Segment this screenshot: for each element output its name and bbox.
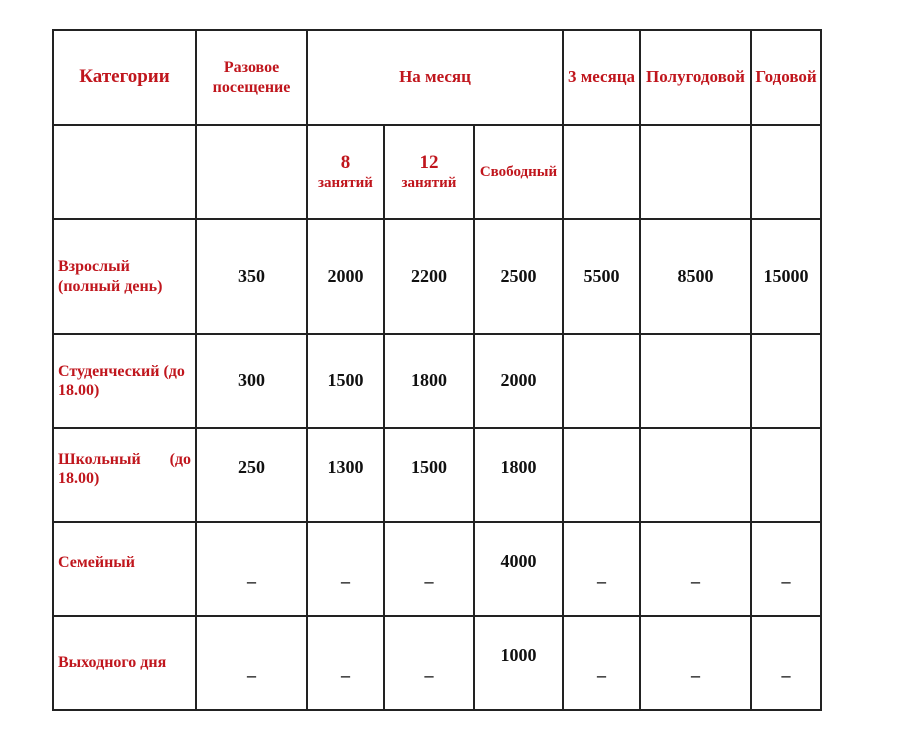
price-cell: _ <box>640 616 751 710</box>
price-cell: 1500 <box>307 334 384 428</box>
row-category-line2: 18.00) <box>58 470 100 487</box>
subheader-empty-year <box>751 125 821 219</box>
price-cell: _ <box>563 522 640 616</box>
price-cell: 2000 <box>474 334 563 428</box>
eight-label: занятий <box>318 175 373 192</box>
row-category: Студенческий (до 18.00) <box>53 334 196 428</box>
price-cell: _ <box>640 522 751 616</box>
price-cell: 2000 <box>307 219 384 334</box>
price-cell: 15000 <box>751 219 821 334</box>
price-cell: _ <box>384 522 474 616</box>
subheader-free: Свободный <box>474 125 563 219</box>
subheader-empty-single <box>196 125 307 219</box>
header-single-visit: Разовое посещение <box>196 30 307 125</box>
price-cell <box>751 334 821 428</box>
table-row <box>53 428 821 522</box>
row-category: Взрослый (полный день) <box>53 219 196 334</box>
price-cell: 8500 <box>640 219 751 334</box>
subheader-row <box>53 125 821 219</box>
price-cell <box>563 428 640 522</box>
row-category-line1 <box>58 450 191 469</box>
price-cell: _ <box>384 616 474 710</box>
twelve-label: занятий <box>401 175 457 192</box>
price-cell: 4000 <box>474 522 563 616</box>
price-cell: _ <box>196 522 307 616</box>
subheader-empty-half <box>640 125 751 219</box>
price-cell <box>640 428 751 522</box>
price-cell: 350 <box>196 219 307 334</box>
subheader-empty-category <box>53 125 196 219</box>
price-cell: 1000 <box>474 616 563 710</box>
price-cell: 5500 <box>563 219 640 334</box>
eight-num: 8 <box>340 151 351 173</box>
price-cell: _ <box>196 616 307 710</box>
header-category: Категории <box>53 30 196 125</box>
row-category: Семейный <box>53 522 196 616</box>
row-category-word: Школьный <box>58 450 141 468</box>
price-cell: 2200 <box>384 219 474 334</box>
price-cell: _ <box>563 616 640 710</box>
twelve-num: 12 <box>419 151 439 173</box>
price-cell: 250 <box>196 428 307 522</box>
price-cell: 1300 <box>307 428 384 522</box>
price-cell: 1800 <box>384 334 474 428</box>
header-three-months: 3 месяца <box>563 30 640 125</box>
price-cell: _ <box>751 522 821 616</box>
subheader-twelve-lessons <box>384 125 474 219</box>
price-cell <box>563 334 640 428</box>
price-cell: 1500 <box>384 428 474 522</box>
table-row <box>53 219 821 334</box>
price-cell: 2500 <box>474 219 563 334</box>
row-category <box>53 428 196 522</box>
header-row <box>53 30 821 125</box>
price-cell: _ <box>307 522 384 616</box>
price-cell: 1800 <box>474 428 563 522</box>
price-cell <box>751 428 821 522</box>
row-category-word: (до <box>169 450 191 468</box>
price-cell: _ <box>307 616 384 710</box>
table-row <box>53 334 821 428</box>
header-half-year: Полугодовой <box>640 30 751 125</box>
price-cell: _ <box>751 616 821 710</box>
table-row <box>53 522 821 616</box>
price-cell <box>640 334 751 428</box>
header-year: Годовой <box>751 30 821 125</box>
subheader-eight-lessons <box>307 125 384 219</box>
subheader-empty-3m <box>563 125 640 219</box>
row-category: Выходного дня <box>53 616 196 710</box>
price-cell: 300 <box>196 334 307 428</box>
table-row <box>53 616 821 710</box>
price-table <box>52 29 822 711</box>
header-month: На месяц <box>307 30 563 125</box>
